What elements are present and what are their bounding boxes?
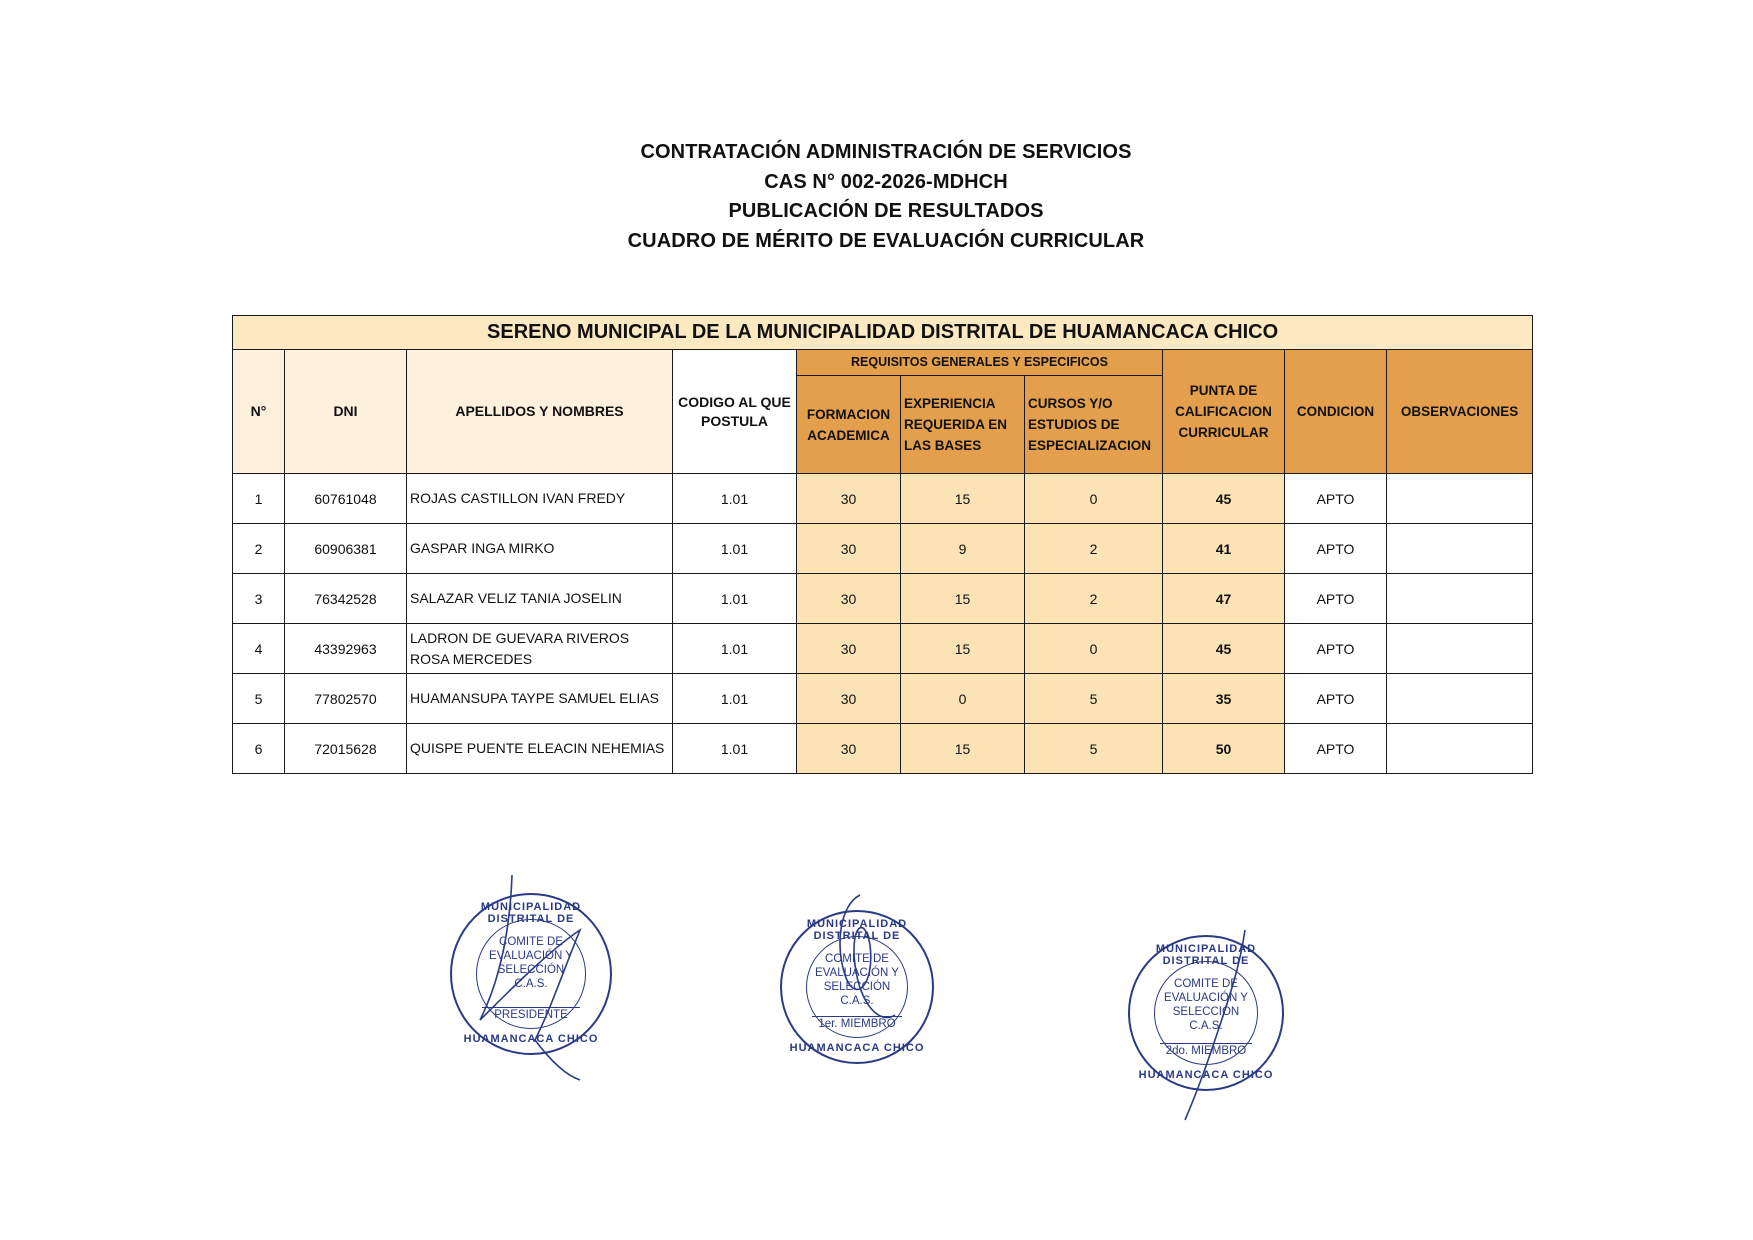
signature-presidente: [440, 870, 620, 1090]
cell-observaciones: [1387, 624, 1533, 674]
signature-1er-miembro: [800, 885, 920, 1035]
stamp-center-text: COMITE DE EVALUACIÓN Y SELECCIÓN C.A.S.: [489, 936, 573, 990]
table-row: [233, 474, 1533, 524]
stamp-ring-bottom: HUAMANCACA CHICO: [789, 1042, 925, 1054]
cell-formacion: 30: [797, 724, 901, 774]
cell-condicion: APTO: [1285, 524, 1387, 574]
heading-line-1: CONTRATACIÓN ADMINISTRACIÓN DE SERVICIOS: [640, 141, 1132, 163]
cell-dni: 76342528: [285, 574, 407, 624]
cell-condicion: APTO: [1285, 624, 1387, 674]
cell-cursos: 5: [1025, 724, 1163, 774]
cell-num: 2: [233, 524, 285, 574]
table-row: [233, 574, 1533, 624]
cell-name: LADRON DE GUEVARA RIVEROS ROSA MERCEDES: [407, 624, 673, 674]
header-experiencia: EXPERIENCIA REQUERIDA EN LAS BASES: [901, 376, 1025, 474]
cell-total: 41: [1163, 524, 1285, 574]
cell-total: 45: [1163, 474, 1285, 524]
cell-condicion: APTO: [1285, 574, 1387, 624]
cell-experiencia: 15: [901, 474, 1025, 524]
cell-experiencia: 15: [901, 624, 1025, 674]
cell-code: 1.01: [673, 674, 797, 724]
cell-code: 1.01: [673, 724, 797, 774]
stamp-role: 1er. MIEMBRO: [812, 1016, 902, 1030]
table-row: [233, 724, 1533, 774]
header-requisitos-group: REQUISITOS GENERALES Y ESPECIFICOS: [797, 350, 1163, 376]
table-banner: SERENO MUNICIPAL DE LA MUNICIPALIDAD DISTRITAL DE HUAMANCACA CHICO: [233, 316, 1533, 350]
stamp-ring-top: MUNICIPALIDAD DISTRITAL DE: [1155, 943, 1257, 967]
cell-cursos: 5: [1025, 674, 1163, 724]
cell-observaciones: [1387, 724, 1533, 774]
header-name: APELLIDOS Y NOMBRES: [407, 350, 673, 474]
cell-dni: 60906381: [285, 524, 407, 574]
stamp-ring-bottom: HUAMANCACA CHICO: [1138, 1069, 1274, 1081]
cell-formacion: 30: [797, 524, 901, 574]
cell-total: 50: [1163, 724, 1285, 774]
cell-condicion: APTO: [1285, 474, 1387, 524]
cell-num: 3: [233, 574, 285, 624]
header-dni: DNI: [285, 350, 407, 474]
cell-observaciones: [1387, 574, 1533, 624]
cell-formacion: 30: [797, 624, 901, 674]
cell-total: 45: [1163, 624, 1285, 674]
cell-total: 35: [1163, 674, 1285, 724]
cell-code: 1.01: [673, 474, 797, 524]
cell-num: 6: [233, 724, 285, 774]
cell-name: HUAMANSUPA TAYPE SAMUEL ELIAS: [407, 674, 673, 724]
cell-num: 4: [233, 624, 285, 674]
stamp-center-text: COMITE DE EVALUACIÓN Y SELECCIÓN C.A.S.: [815, 953, 899, 1007]
table-row: [233, 674, 1533, 724]
signature-2do-miembro: [1150, 925, 1270, 1125]
cell-cursos: 0: [1025, 474, 1163, 524]
cell-total: 47: [1163, 574, 1285, 624]
cell-formacion: 30: [797, 574, 901, 624]
cell-name: GASPAR INGA MIRKO: [407, 524, 673, 574]
header-num: N°: [233, 350, 285, 474]
cell-observaciones: [1387, 524, 1533, 574]
cell-dni: 72015628: [285, 724, 407, 774]
header-condicion: CONDICION: [1285, 350, 1387, 474]
table-row: [233, 624, 1533, 674]
heading-line-3: PUBLICACIÓN DE RESULTADOS: [728, 200, 1044, 222]
cell-code: 1.01: [673, 524, 797, 574]
cell-dni: 43392963: [285, 624, 407, 674]
header-observaciones: OBSERVACIONES: [1387, 350, 1533, 474]
cell-dni: 77802570: [285, 674, 407, 724]
header-formacion: FORMACION ACADEMICA: [797, 376, 901, 474]
header-punta: PUNTA DE CALIFICACION CURRICULAR: [1163, 350, 1285, 474]
stamp-ring-bottom: HUAMANCACA CHICO: [463, 1033, 599, 1045]
cell-experiencia: 0: [901, 674, 1025, 724]
cell-condicion: APTO: [1285, 724, 1387, 774]
cell-experiencia: 15: [901, 724, 1025, 774]
heading-line-2: CAS N° 002-2026-MDHCH: [764, 170, 1008, 193]
cell-cursos: 2: [1025, 574, 1163, 624]
stamp-center-text: COMITE DE EVALUACIÓN Y SELECCIÓN C.A.S.: [1164, 978, 1248, 1032]
table-row: [233, 524, 1533, 574]
cell-code: 1.01: [673, 624, 797, 674]
cell-observaciones: [1387, 674, 1533, 724]
header-cursos: CURSOS Y/O ESTUDIOS DE ESPECIALIZACION: [1025, 376, 1163, 474]
cell-name: QUISPE PUENTE ELEACIN NEHEMIAS: [407, 724, 673, 774]
stamp-ring-top: MUNICIPALIDAD DISTRITAL DE: [806, 918, 908, 942]
cell-cursos: 2: [1025, 524, 1163, 574]
cell-experiencia: 9: [901, 524, 1025, 574]
cell-name: ROJAS CASTILLON IVAN FREDY: [407, 474, 673, 524]
cell-formacion: 30: [797, 674, 901, 724]
cell-name: SALAZAR VELIZ TANIA JOSELIN: [407, 574, 673, 624]
cell-num: 1: [233, 474, 285, 524]
document-heading: [0, 138, 1753, 256]
merit-table: [232, 315, 1533, 774]
cell-code: 1.01: [673, 574, 797, 624]
cell-dni: 60761048: [285, 474, 407, 524]
heading-line-4: CUADRO DE MÉRITO DE EVALUACIÓN CURRICULAR: [627, 229, 1145, 252]
stamp-ring-top: MUNICIPALIDAD DISTRITAL DE: [480, 901, 582, 925]
header-code: CODIGO AL QUE POSTULA: [673, 350, 797, 474]
stamp-role: 2do. MIEMBRO: [1160, 1043, 1252, 1057]
cell-experiencia: 15: [901, 574, 1025, 624]
cell-observaciones: [1387, 474, 1533, 524]
cell-cursos: 0: [1025, 624, 1163, 674]
cell-formacion: 30: [797, 474, 901, 524]
cell-num: 5: [233, 674, 285, 724]
cell-condicion: APTO: [1285, 674, 1387, 724]
stamp-role: PRESIDENTE: [482, 1007, 580, 1021]
